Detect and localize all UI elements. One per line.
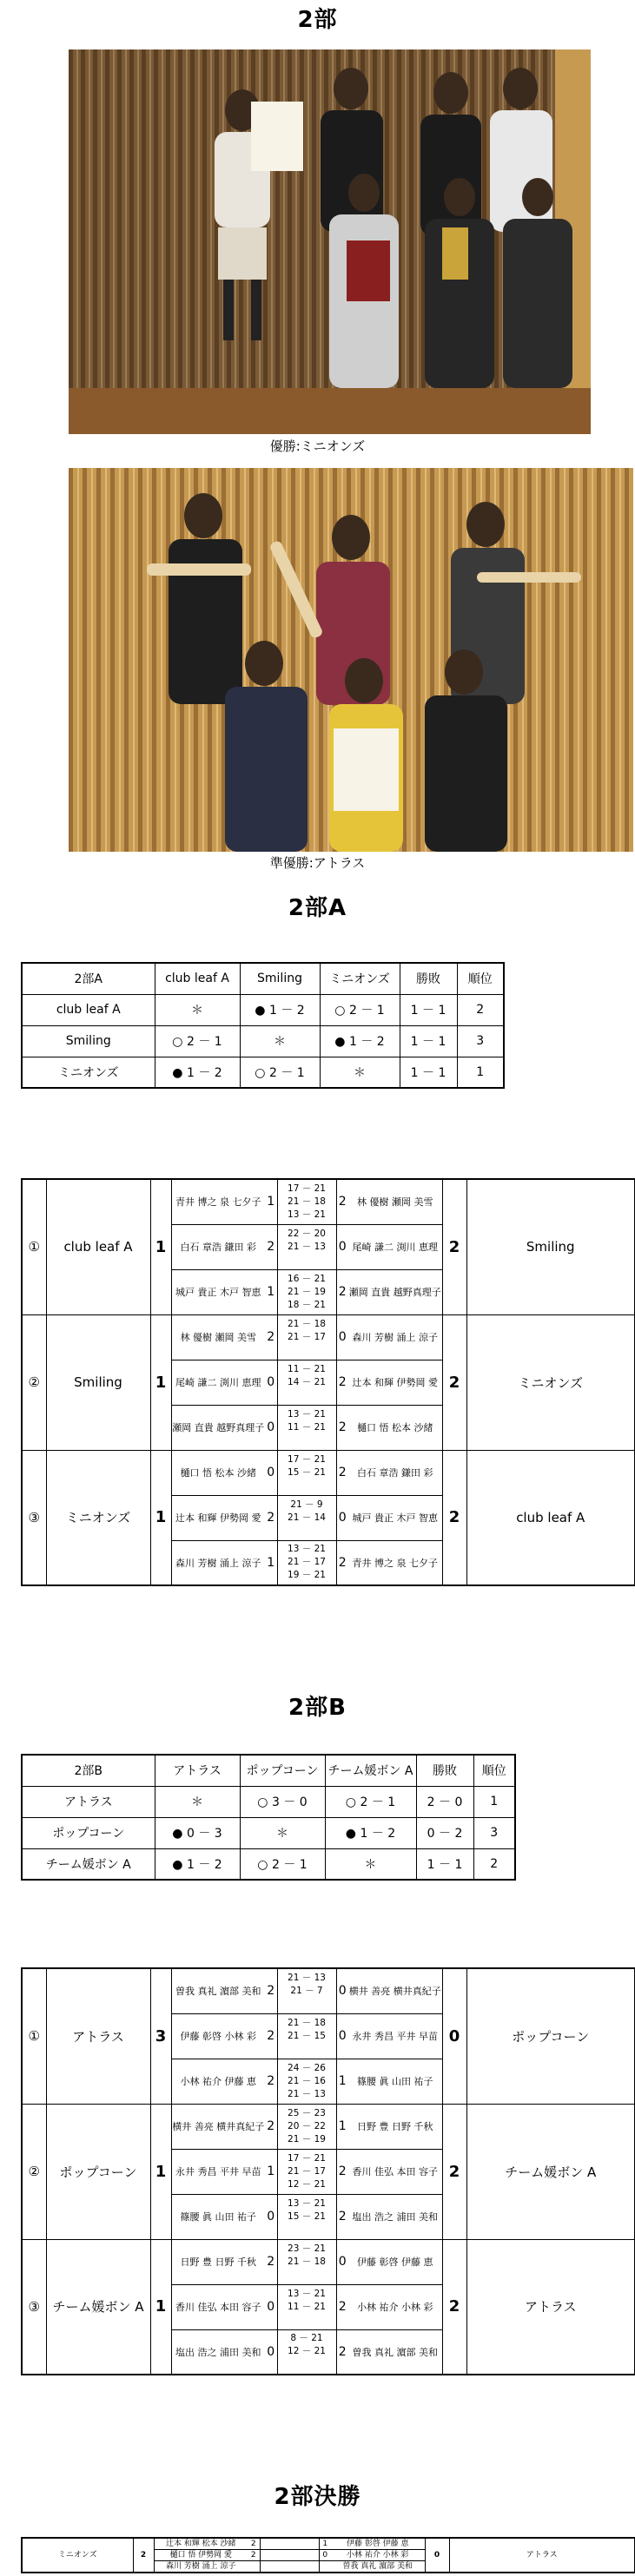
left-games-won: 0 [265,1360,277,1405]
right-pair-names: 城戸 貴正 木戸 智恵 [348,1495,442,1540]
right-team-total: 2 [442,1314,466,1450]
left-games-won: 2 [265,1968,277,2013]
set-score: 21 － 18 [288,2256,326,2267]
set-score: 12 － 21 [288,2178,326,2190]
left-games-won: 0 [265,2194,277,2239]
set-score: 17 － 21 [288,2152,326,2164]
standings-cell: 1 [473,1786,515,1817]
right-games-won: 0 [336,1495,348,1540]
standings-cell: 3 [457,1025,504,1057]
standings-header-cell: 順位 [473,1755,515,1786]
game-scores [277,2013,336,2059]
standings-row [22,1848,515,1880]
runner-up-caption: 準優勝:アトラス [269,855,366,871]
standings-cell: ● 1 － 2 [155,1848,240,1880]
standings-cell: 2 [473,1848,515,1880]
set-score: 25 － 23 [288,2107,326,2118]
match-game-row [22,1314,635,1360]
left-pair-names: 森川 芳樹 涌上 涼子 [154,2561,248,2573]
standings-header-cell: Smiling [240,963,320,994]
right-pair-names: 青井 博之 泉 七夕子 [348,1540,442,1585]
set-score [278,2314,336,2327]
standings-cell: 1 [457,1057,504,1088]
right-games-won [319,2561,331,2573]
right-team-total: 2 [442,2239,466,2375]
left-team-name: チーム媛ボン A [46,2239,150,2375]
right-pair-names: 伊藤 彰啓 伊藤 恵 [331,2538,425,2550]
right-games-won: 2 [336,1540,348,1585]
standings-cell: 1 － 1 [416,1848,473,1880]
right-games-won: 1 [336,2104,348,2149]
left-games-won: 2 [248,2550,260,2561]
standings-row [22,1817,515,1848]
right-games-won: 2 [336,1269,348,1314]
right-pair-names: 篠腰 眞 山田 祐子 [348,2059,442,2104]
right-team-name: アトラス [449,2538,635,2573]
set-score: 19 － 21 [288,1570,326,1581]
game-scores [277,2329,336,2375]
group-a-standings [21,962,505,1089]
standings-cell: ● 0 － 3 [155,1817,240,1848]
game-scores [277,1540,336,1585]
standings-cell: 1 － 1 [400,1025,457,1057]
right-pair-names: 永井 秀昌 平井 早苗 [348,2013,442,2059]
left-team-name: Smiling [46,1314,150,1450]
set-score: 21 － 13 [288,2088,326,2099]
standings-cell: ＊ [325,1848,416,1880]
right-team-total: 2 [442,2104,466,2239]
left-pair-names: 城戸 貴正 木戸 智恵 [171,1269,265,1314]
group-b-standings [21,1754,516,1881]
set-score: 15 － 21 [288,1466,326,1478]
right-team-total: 0 [442,1968,466,2104]
left-games-won: 0 [265,2284,277,2329]
left-games-won: 0 [265,1405,277,1450]
set-score: 21 － 16 [288,2075,326,2086]
standings-cell: 3 [473,1817,515,1848]
standings-row [22,1025,504,1057]
set-score: 21 － 7 [290,1985,323,1996]
left-pair-names: 日野 豊 日野 千秋 [171,2239,265,2284]
match-game-row [22,1450,635,1495]
left-pair-names: 青井 博之 泉 七夕子 [171,1179,265,1224]
set-score: 13 － 21 [288,1209,326,1220]
left-pair-names: 塩出 浩之 浦田 美和 [171,2329,265,2375]
right-games-won: 2 [336,1405,348,1450]
set-score: 21 － 9 [290,1499,323,1510]
right-pair-names: 白石 章浩 鎌田 彩 [348,1450,442,1495]
standings-header-cell: ポップコーン [240,1755,325,1786]
right-games-won: 2 [336,2149,348,2194]
right-games-won: 0 [336,1224,348,1269]
standings-header-cell: 勝敗 [416,1755,473,1786]
standings-cell: ＊ [155,994,240,1025]
set-score: 21 － 18 [288,1196,326,1207]
left-games-won: 0 [265,1450,277,1495]
standings-header-cell: 順位 [457,963,504,994]
game-scores [277,2059,336,2104]
set-score: 20 － 22 [288,2120,326,2131]
set-score [278,2358,336,2371]
set-score [278,1254,336,1267]
standings-cell: 1 － 1 [400,1057,457,1088]
group-b-matches [21,1967,635,2375]
left-team-total: 3 [150,1968,171,2104]
match-number: ① [22,1968,46,2104]
right-team-name: チーム媛ボン A [466,2104,635,2239]
group-a-matches [21,1178,635,1586]
game-scores [260,2538,319,2550]
right-team-total: 0 [425,2538,449,2573]
left-games-won: 2 [265,1314,277,1360]
left-pair-names: 林 優樹 瀬岡 美雪 [171,1314,265,1360]
left-team-name: ミニオンズ [22,2538,133,2573]
right-pair-names: 曽我 真礼 濵部 美和 [331,2561,425,2573]
standings-cell: ● 1 － 2 [155,1057,240,1088]
right-games-won: 0 [319,2550,331,2561]
game-scores [277,2284,336,2329]
standings-cell: 0 － 2 [416,1817,473,1848]
standings-header-cell: アトラス [155,1755,240,1786]
match-number: ② [22,2104,46,2239]
standings-cell: ● 1 － 2 [240,994,320,1025]
left-pair-names: 樋口 悟 松本 沙緒 [171,1450,265,1495]
right-games-won: 0 [336,1968,348,2013]
left-pair-names: 森川 芳樹 涌上 涼子 [171,1540,265,1585]
right-games-won: 0 [336,1314,348,1360]
standings-cell: 2 － 0 [416,1786,473,1817]
left-pair-names: 曽我 真礼 濵部 美和 [171,1968,265,2013]
left-pair-names: 横井 善亮 横井真紀子 [171,2104,265,2149]
left-games-won: 2 [265,2059,277,2104]
set-score: 21 － 15 [288,2030,326,2041]
standings-cell: 1 － 1 [400,994,457,1025]
right-pair-names: 尾崎 謙二 渕川 恵理 [348,1224,442,1269]
set-score: 17 － 21 [288,1453,326,1465]
set-score: 21 － 18 [288,1318,326,1329]
set-score: 21 － 13 [288,1241,326,1252]
standings-header-row [22,1755,515,1786]
set-score: 13 － 21 [288,2197,326,2209]
match-game-row [22,2239,635,2284]
standings-cell: チーム媛ボン A [22,1848,155,1880]
set-score [278,2269,336,2282]
set-score: 21 － 13 [288,1972,326,1983]
set-score: 11 － 21 [288,2301,326,2312]
right-pair-names: 香川 佳弘 本田 容子 [348,2149,442,2194]
left-pair-names: 香川 佳弘 本田 容子 [171,2284,265,2329]
game-scores [277,1405,336,1450]
left-games-won: 2 [265,2013,277,2059]
standings-cell: ＊ [240,1817,325,1848]
set-score: 12 － 21 [288,2346,326,2357]
left-games-won: 2 [265,1224,277,1269]
right-games-won: 2 [336,1360,348,1405]
standings-cell: ○ 2 － 1 [240,1848,325,1880]
set-score [278,2043,336,2056]
set-score [278,1344,336,1357]
final-match [21,2537,635,2573]
right-games-won: 2 [336,1179,348,1224]
left-team-total: 1 [150,2239,171,2375]
right-pair-names: 小林 祐介 小林 彩 [331,2550,425,2561]
left-team-total: 2 [133,2538,154,2573]
right-pair-names: 瀬岡 直貴 越野真理子 [348,1269,442,1314]
game-scores [277,1495,336,1540]
left-pair-names: 永井 秀昌 平井 早苗 [171,2149,265,2194]
right-team-total: 2 [442,1450,466,1585]
right-team-name: club leaf A [466,1450,635,1585]
right-games-won: 2 [336,1450,348,1495]
winner-photo [69,49,591,434]
right-games-won: 2 [336,2194,348,2239]
left-games-won: 2 [265,2104,277,2149]
right-pair-names: 横井 善亮 横井真紀子 [348,1968,442,2013]
standings-cell: ● 1 － 2 [320,1025,400,1057]
set-score: 11 － 21 [288,1363,326,1374]
game-scores [277,2104,336,2149]
standings-cell: アトラス [22,1786,155,1817]
game-scores [277,1269,336,1314]
winner-caption: 優勝:ミニオンズ [269,438,366,454]
left-pair-names: 小林 祐介 伊藤 恵 [171,2059,265,2104]
game-scores [277,2194,336,2239]
standings-header-row [22,963,504,994]
standings-cell: ミニオンズ [22,1057,155,1088]
game-scores [277,1179,336,1224]
game-scores [277,2149,336,2194]
right-pair-names: 森川 芳樹 涌上 涼子 [348,1314,442,1360]
left-pair-names: 辻本 和輝 松本 沙緒 [154,2538,248,2550]
left-pair-names: 篠腰 眞 山田 祐子 [171,2194,265,2239]
standings-cell: ○ 3 － 0 [240,1786,325,1817]
match-game-row [22,2538,635,2550]
set-score [278,1434,336,1447]
game-scores [277,1360,336,1405]
set-score: 13 － 21 [288,2288,326,2299]
match-game-row [22,2104,635,2149]
standings-row [22,1057,504,1088]
left-team-total: 1 [150,2104,171,2239]
match-number: ③ [22,1450,46,1585]
game-scores [260,2550,319,2561]
left-pair-names: 伊藤 彰啓 小林 彩 [171,2013,265,2059]
game-scores [260,2561,319,2573]
standings-cell: ○ 2 － 1 [155,1025,240,1057]
page-title: 2部 [297,7,338,33]
right-pair-names: 樋口 悟 松本 沙緒 [348,1405,442,1450]
group-a-title: 2部A [288,895,347,921]
set-score: 21 － 19 [288,2133,326,2144]
standings-header-cell: club leaf A [155,963,240,994]
left-pair-names: 尾崎 謙二 渕川 恵理 [171,1360,265,1405]
standings-header-cell: チーム媛ボン A [325,1755,416,1786]
set-score: 17 － 21 [288,1183,326,1194]
set-score [278,1479,336,1492]
standings-cell: ＊ [240,1025,320,1057]
game-scores [277,1968,336,2013]
standings-row [22,1786,515,1817]
standings-cell: ＊ [155,1786,240,1817]
game-scores [277,1450,336,1495]
left-team-total: 1 [150,1314,171,1450]
right-pair-names: 塩出 浩之 浦田 美和 [348,2194,442,2239]
standings-cell: ○ 2 － 1 [325,1786,416,1817]
standings-cell: ● 1 － 2 [325,1817,416,1848]
final-title: 2部決勝 [274,2484,361,2510]
left-games-won: 2 [265,1495,277,1540]
standings-cell: club leaf A [22,994,155,1025]
set-score: 21 － 17 [288,1557,326,1568]
standings-cell: ポップコーン [22,1817,155,1848]
right-pair-names: 日野 豊 日野 千秋 [348,2104,442,2149]
standings-cell: ○ 2 － 1 [240,1057,320,1088]
right-pair-names: 小林 祐介 小林 彩 [348,2284,442,2329]
match-number: ② [22,1314,46,1450]
left-pair-names: 白石 章浩 鎌田 彩 [171,1224,265,1269]
right-pair-names: 伊藤 彰啓 伊藤 恵 [348,2239,442,2284]
standings-cell: 2 [457,994,504,1025]
match-game-row [22,1968,635,2013]
right-games-won: 0 [336,2013,348,2059]
set-score: 11 － 21 [288,1421,326,1433]
standings-header-cell: ミニオンズ [320,963,400,994]
right-games-won: 1 [336,2059,348,2104]
group-b-title: 2部B [288,1695,347,1721]
set-score: 22 － 20 [288,1228,326,1239]
standings-row [22,994,504,1025]
right-team-name: アトラス [466,2239,635,2375]
left-games-won [248,2561,260,2573]
game-scores [277,1224,336,1269]
right-games-won: 0 [336,2239,348,2284]
left-team-name: アトラス [46,1968,150,2104]
set-score: 15 － 21 [288,2210,326,2222]
standings-cell: ＊ [320,1057,400,1088]
set-score: 21 － 17 [288,1331,326,1342]
set-score [278,2224,336,2237]
set-score: 14 － 21 [288,1376,326,1387]
set-score [278,1389,336,1402]
left-games-won: 0 [265,2329,277,2375]
left-pair-names: 辻本 和輝 伊勢岡 愛 [171,1495,265,1540]
match-game-row [22,1179,635,1224]
left-team-total: 1 [150,1179,171,1314]
left-games-won: 1 [265,2149,277,2194]
right-team-name: Smiling [466,1179,635,1314]
match-number: ③ [22,2239,46,2375]
standings-header-cell: 2部A [22,963,155,994]
right-pair-names: 林 優樹 瀬岡 美雪 [348,1179,442,1224]
left-games-won: 1 [265,1540,277,1585]
left-team-name: ポップコーン [46,2104,150,2239]
set-score: 21 － 14 [288,1512,326,1523]
set-score: 13 － 21 [288,1544,326,1555]
left-team-total: 1 [150,1450,171,1585]
right-team-name: ミニオンズ [466,1314,635,1450]
left-team-name: ミニオンズ [46,1450,150,1585]
left-pair-names: 樋口 悟 伊勢岡 愛 [154,2550,248,2561]
set-score: 18 － 21 [288,1299,326,1310]
set-score: 16 － 21 [288,1273,326,1284]
right-games-won: 2 [336,2284,348,2329]
set-score: 21 － 17 [288,2165,326,2177]
runner-up-photo [69,468,633,852]
left-games-won: 2 [248,2538,260,2550]
set-score: 24 － 26 [288,2062,326,2073]
right-games-won: 1 [319,2538,331,2550]
game-scores [277,2239,336,2284]
set-score: 21 － 19 [288,1286,326,1297]
standings-cell: Smiling [22,1025,155,1057]
left-games-won: 1 [265,1269,277,1314]
standings-header-cell: 2部B [22,1755,155,1786]
set-score: 23 － 21 [288,2243,326,2254]
set-score [278,1525,336,1538]
match-number: ① [22,1179,46,1314]
set-score: 21 － 18 [288,2017,326,2028]
left-pair-names: 瀬岡 直貴 越野真理子 [171,1405,265,1450]
right-pair-names: 辻本 和輝 伊勢岡 愛 [348,1360,442,1405]
set-score: 8 － 21 [290,2333,323,2344]
right-team-name: ポップコーン [466,1968,635,2104]
standings-header-cell: 勝敗 [400,963,457,994]
right-games-won: 2 [336,2329,348,2375]
left-team-name: club leaf A [46,1179,150,1314]
left-games-won: 1 [265,1179,277,1224]
left-games-won: 2 [265,2239,277,2284]
standings-cell: ○ 2 － 1 [320,994,400,1025]
right-pair-names: 曽我 真礼 濵部 美和 [348,2329,442,2375]
game-scores [277,1314,336,1360]
right-team-total: 2 [442,1179,466,1314]
set-score [278,1998,336,2011]
set-score: 13 － 21 [288,1408,326,1420]
